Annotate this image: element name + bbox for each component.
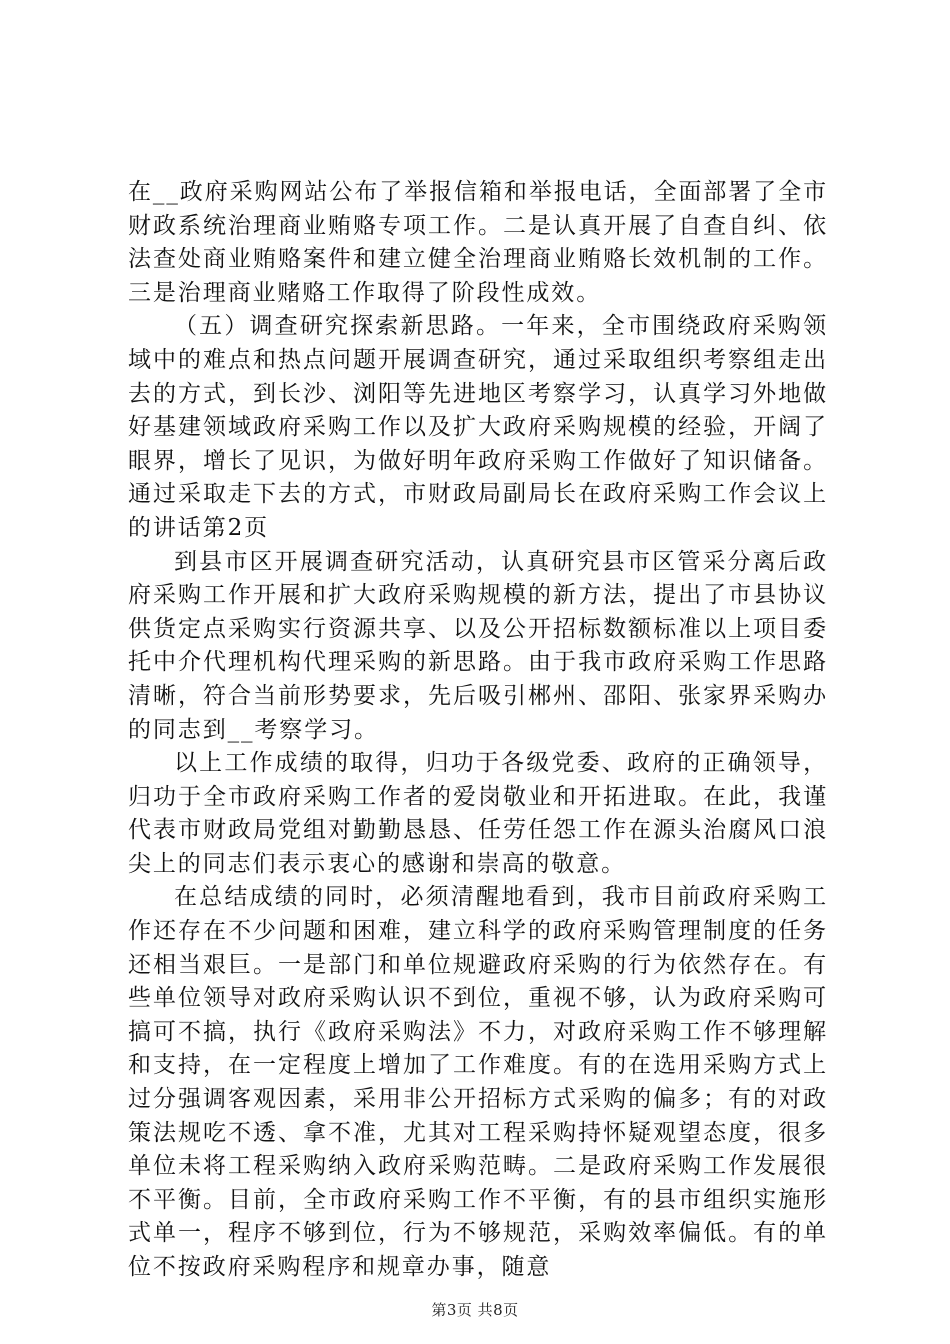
document-body [128,176,828,1285]
paragraph-1: 在__政府采购网站公布了举报信箱和举报电话，全面部署了全市财政系统治理商业贿赂专项工作。二是认真开展了自查自纠、依法查处商业贿赂案件和建立健全治理商业贿赂长效机制的工作。三是治理商业赌赂工作取得了阶段性成效。 [128,179,828,306]
paragraph-3: 到县市区开展调查研究活动，认真研究县市区管采分离后政府采购工作开展和扩大政府采购规模的新方法，提出了市县协议供货定点采购实行资源共享、以及公开招标数额标准以上项目委托中介代理机构代理采购的新思路。由于我市政府采购工作思路清晰，符合当前形势要求，先后吸引郴州、邵阳、张家界采购办的同志到__考察学习。 [128,548,828,743]
paragraph-4: 以上工作成绩的取得，归功于各级党委、政府的正确领导，归功于全市政府采购工作者的爱岗敬业和开拓进取。在此，我谨代表市财政局党组对勤勤恳恳、任劳任怨工作在源头治腐风口浪尖上的同志们表示衷心的感谢和崇高的敬意。 [128,750,828,877]
page-number-footer: 第3页 共8页 [431,1301,519,1319]
paragraph-5: 在总结成绩的同时，必须清醒地看到，我市目前政府采购工作还存在不少问题和困难，建立科学的政府采购管理制度的任务还相当艰巨。一是部门和单位规避政府采购的行为依然存在。有些单位领导对政府采购认识不到位，重视不够，认为政府采购可搞可不搞，执行《政府采购法》不力，对政府采购工作不够理解和支持，在一定程度上增加了工作难度。有的在选用采购方式上过分强调客观因素，采用非公开招标方式采购的偏多；有的对政策法规吃不透、拿不准，尤其对工程采购持怀疑观望态度，很多单位未将工程采购纳入政府采购范畴。二是政府采购工作发展很不平衡。目前，全市政府采购工作不平衡，有的县市组织实施形式单一，程序不够到位，行为不够规范，采购效率偏低。有的单位不按政府采购程序和规章办事，随意 [128,884,828,1280]
paragraph-2: （五）调查研究探索新思路。一年来，全市围绕政府采购领域中的难点和热点问题开展调查研究，通过采取组织考察组走出去的方式，到长沙、浏阳等先进地区考察学习，认真学习外地做好基建领域政府采购工作以及扩大政府采购规模的经验，开阔了眼界，增长了见识，为做好明年政府采购工作做好了知识储备。通过采取走下去的方式，市财政局副局长在政府采购工作会议上的讲话第2页 [128,313,828,541]
